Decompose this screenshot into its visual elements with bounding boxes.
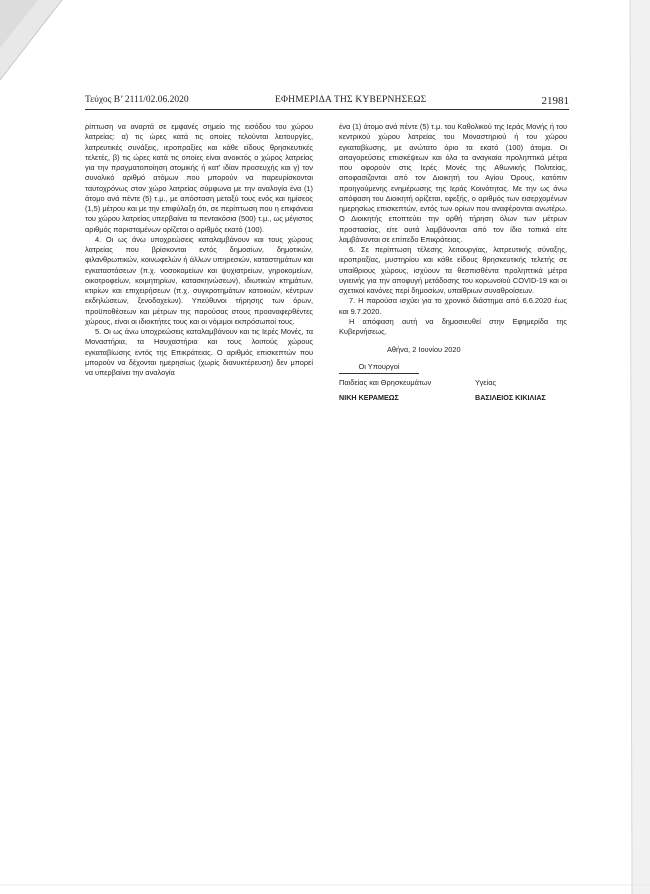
minister-left-title: Παιδείας και Θρησκευμάτων <box>339 377 432 387</box>
page-number: 21981 <box>541 95 569 107</box>
paragraph-6: 6. Σε περίπτωση τέλεσης λειτουργίας, λατρευτικής σύναξης, ιεροπραξίας, μυστηρίου και κάθε είδους θρησκευτικής τελετής σε υπαίθριους χώρους, ισχύουν τα θεσπισθέντα προληπτικά μέτρα υγιεινής για την αποφυγή μετάδοσης του κορωνοϊού COVID-19 και οι σχετικοί κανόνες περί δημοσίων, υπαίθριων συναθροίσεων. <box>339 245 567 295</box>
page-header <box>85 95 569 109</box>
issue-number: Τεύχος Β’ 2111/02.06.2020 <box>85 95 189 105</box>
paragraph-continuation: ρίπτωση να αναρτά σε εμφανές σημείο της εισόδου του χώρου λατρείας: α) τις ώρες κατά τις οποίες τελούνται λειτουργίες, λατρευτικές συνάξεις, ιεροπραξίες και κάθε είδους θρησκευτικές τελετές, β) τις ώρες κατά τις οποίες είναι ανοικτός ο χώρος λατρείας για την πραγματοποίηση ατομικής ή κατ' ιδίαν προσευχής και γ) τον συνολικό αριθμό ατόμων που μπορούν να παρευρίσκονται ταυτοχρόνως στον χώρο λατρείας σύμφωνα με την αναλογία ένα (1) άτομο ανά πέντε (5) τ.μ., με απόσταση μεταξύ τους ενός και ημίσεος (1,5) μέτρου και με την επιφύλαξη ότι, σε περίπτωση που η επιφάνεια του χώρου λατρείας υπερβαίνει τα πεντακόσια (500) τ.μ., ως μέγιστος αριθμός παρισταμένων ορίζεται ο αριθμός εκατό (100). <box>85 122 313 234</box>
paragraph-5: 5. Οι ως άνω υποχρεώσεις καταλαμβάνουν και τις Ιερές Μονές, τα Μοναστήρια, τα Ησυχαστήρια και τους λοιπούς χώρους εγκαταβίωσης εντός της Επικράτειας. Ο αριθμός επισκεπτών που μπορούν να δέχονται ημερησίως (χωρίς διανυκτέρευση) δεν μπορεί να υπερβαίνει την αναλογία <box>85 327 313 377</box>
signature-date: Αθήνα, 2 Ιουνίου 2020 <box>387 345 461 355</box>
minister-right-name: ΒΑΣΙΛΕΙΟΣ ΚΙΚΙΛΙΑΣ <box>475 392 546 402</box>
minister-titles <box>339 378 567 389</box>
gazette-title: ΕΦΗΜΕΡΙΔΑ ΤΗΣ ΚΥΒΕΡΝΗΣΕΩΣ <box>275 95 427 105</box>
minister-left-name: ΝΙΚΗ ΚΕΡΑΜΕΩΣ <box>339 392 399 402</box>
paragraph-4: 4. Οι ως άνω υποχρεώσεις καταλαμβάνουν και τους χώρους λατρείας που βρίσκονται εντός δημοσίων, δημοτικών, φιλανθρωπικών, κοινωφελών ή άλλων υπηρεσιών, καταστημάτων και εγκαταστάσεων (π.χ. νοσοκομείων και ψυχιατρείων, γηροκομείων, οικοτροφείων, κοιμητηρίων, κατασκηνώσεων), ιδιωτικών κτημάτων, κτιρίων και επιχειρήσεων (π.χ. συγκροτημάτων κατοικιών, κέντρων εκδηλώσεων, ξενοδοχείων). Υπεύθυνοι τήρησης των όρων, προϋποθέσεων και μέτρων της παρούσας στους προαναφερθέντες χώρους, είναι οι ιδιοκτήτες τους και οι νόμιμοι εκπρόσωποί τους. <box>85 234 313 326</box>
publication-clause: Η απόφαση αυτή να δημοσιευθεί στην Εφημερίδα της Κυβερνήσεως. <box>339 316 567 336</box>
minister-names <box>339 393 567 404</box>
signature-role: Οι Υπουργοί <box>339 362 419 374</box>
paragraph-5-continuation: ένα (1) άτομο ανά πέντε (5) τ.μ. του Καθολικού της Ιεράς Μονής ή του κεντρικού χώρου λατρείας του Μοναστηριού ή του χώρου εγκαταβίωσης, με ανώτατο όριο τα εκατό (100) άτομα. Οι απαγορεύσεις επισκέψεων και όλα τα αναγκαία προληπτικά μέτρα που αφορούν στις Ιερές Μονές της Αθωνικής Πολιτείας, αποφασίζονται από τον Διοικητή του Αγίου Όρους, κατόπιν προηγούμενης ενημέρωσης της Ιεράς Κοινότητας. Με την ως άνω απόφαση του Διοικητή ορίζεται, εφεξής, ο αριθμός των εισερχομένων ημερησίως επισκεπτών, εντός των ορίων που αναφέρονται ανωτέρω. Ο Διοικητής εποπτεύει την ορθή τήρηση όλων των μέτρων προστασίας, είτε αυτά λαμβάνονται από τον ίδιο τοπικά είτε λαμβάνονται σε επίπεδο Επικράτειας. <box>339 122 567 244</box>
paragraph-7: 7. Η παρούσα ισχύει για το χρονικό διάστημα από 6.6.2020 έως και 9.7.2020. <box>339 296 567 316</box>
right-column <box>339 122 567 404</box>
minister-right-title: Υγείας <box>475 377 497 387</box>
header-rule <box>85 109 569 110</box>
left-column <box>85 122 313 378</box>
